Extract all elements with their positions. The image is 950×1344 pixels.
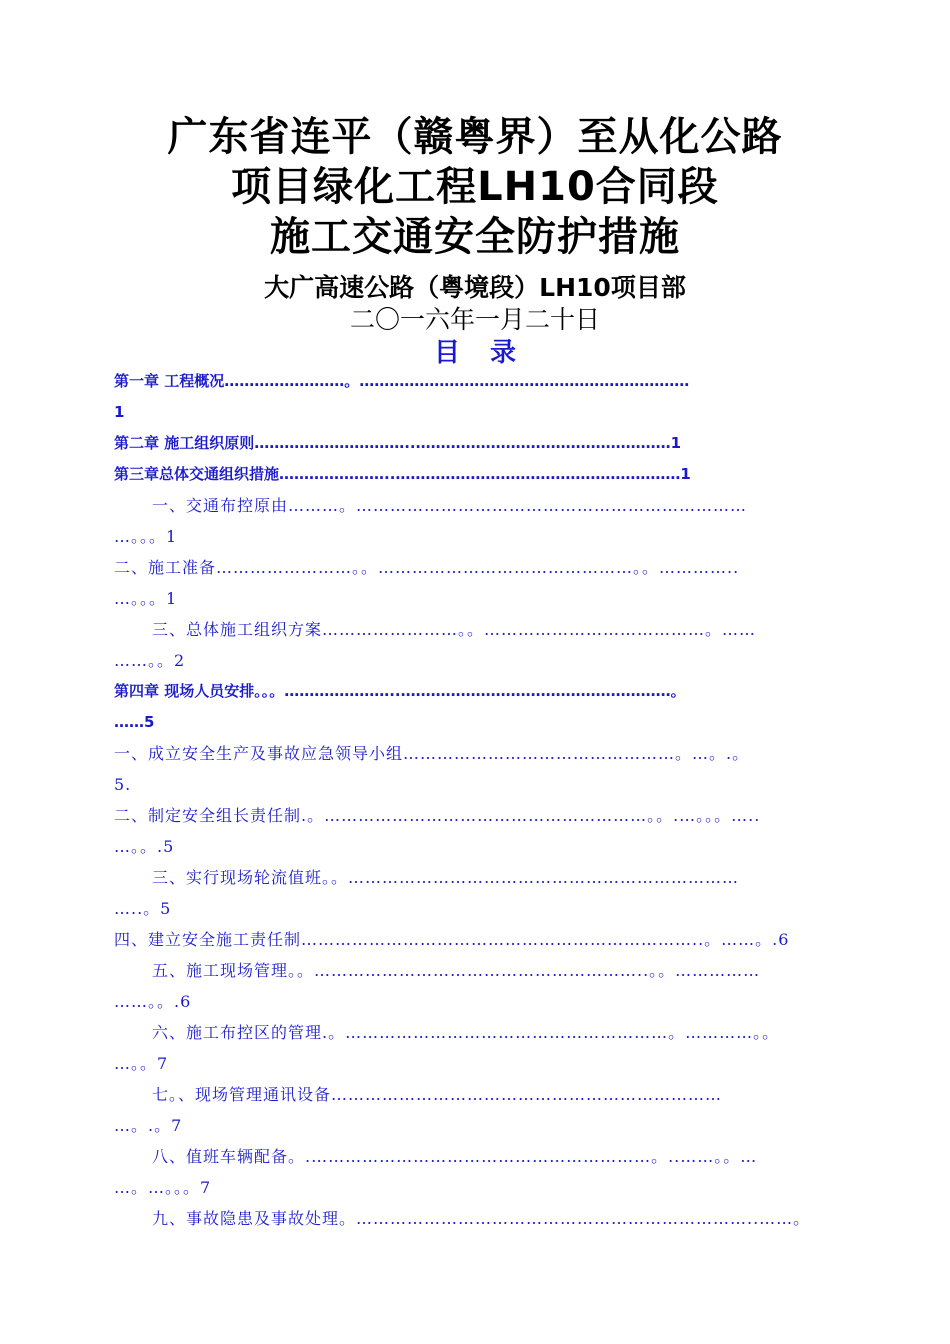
table-of-contents [114,366,864,1234]
toc-entry-text: 一、成立安全生产及事故应急领导小组…………………………………………。…。.。 [114,744,750,763]
toc-entry-text: 九、事故隐患及事故处理。……………………………………………………………..……。 [152,1209,811,1228]
document-title-line-1: 广东省连平（赣粤界）至从化公路 [167,114,783,160]
toc-entry-continuation: ……。。2 [114,651,186,670]
toc-entry-continuation: …..。5 [114,899,172,918]
toc-entry-text: 第一章 工程概况……………………。………………………………………………………… [114,372,690,390]
toc-entry-continuation: 5. [114,775,132,794]
toc-entry-text: 第二章 施工组织原则…………………………..……………………………………………1 [114,434,682,452]
toc-entry-text: 四、建立安全施工责任制……………………………………………………………..。……。.6 [114,930,790,949]
toc-entry-continuation: ……。。.6 [114,992,192,1011]
cover-title-block [0,112,950,370]
toc-entry[interactable] [114,862,864,924]
toc-entry-text: 三、总体施工组织方案……………………。。…………………………………。…… [152,620,757,639]
toc-entry-continuation: ……5 [114,713,155,731]
toc-entry[interactable] [114,1079,864,1141]
toc-entry-continuation: …。。。1 [114,589,178,608]
toc-entry-text: 七。、现场管理通讯设备…………………………………………………………… [152,1085,723,1104]
document-date: 二〇一六年一月二十日 [349,305,600,334]
toc-entry[interactable] [114,800,864,862]
organization-name: 大广高速公路（粤境段）LH10项目部 [264,273,686,302]
toc-entry[interactable] [114,428,864,459]
toc-entry-text: 二、制定安全组长责任制.。…………………………………………………。。.…。。。….. [114,806,761,825]
toc-heading: 目录 [433,338,546,368]
document-title-line-3: 施工交通安全防护措施 [270,214,680,260]
toc-entry[interactable] [114,552,864,614]
toc-entry[interactable] [114,366,864,428]
toc-entry-text: 第三章总体交通组织措施…………………..…………………………………………………1 [114,465,691,483]
toc-entry-continuation: …。。.5 [114,837,175,856]
toc-entry-text: 第四章 现场人员安排。。。…………………..………………………………………………。 [114,682,686,700]
toc-entry-continuation: 1 [114,403,125,421]
document-title-line-2: 项目绿化工程LH10合同段 [231,164,719,210]
toc-entry-text: 三、实行现场轮流值班。。…………………………………………………………… [152,868,740,887]
toc-entry-text: 八、值班车辆配备。.……………………………………………………。..……。。… [152,1147,758,1166]
toc-entry[interactable] [114,924,864,955]
toc-entry[interactable] [114,490,864,552]
toc-entry[interactable] [114,738,864,800]
toc-entry-continuation: …。。。1 [114,527,178,546]
toc-entry-continuation: …。.。7 [114,1116,183,1135]
toc-entry[interactable] [114,1017,864,1079]
toc-entry-text: 六、施工布控区的管理.。…………………………………………………。…………。。 [152,1023,780,1042]
toc-entry[interactable] [114,1203,864,1234]
toc-entry[interactable] [114,614,864,676]
toc-entry[interactable] [114,676,864,738]
toc-entry-text: 二、施工准备……………………。。………………………………………。。………….. [114,558,740,577]
toc-entry[interactable] [114,459,864,490]
toc-entry[interactable] [114,1141,864,1203]
toc-entry[interactable] [114,955,864,1017]
toc-entry-text: 五、施工现场管理。。…………………………………………………..。。…………… [152,961,761,980]
toc-entry-continuation: …。…。。。7 [114,1178,212,1197]
toc-entry-text: 一、交通布控原由………。…………………………………………………………… [152,496,748,515]
toc-entry-continuation: …。。7 [114,1054,169,1073]
